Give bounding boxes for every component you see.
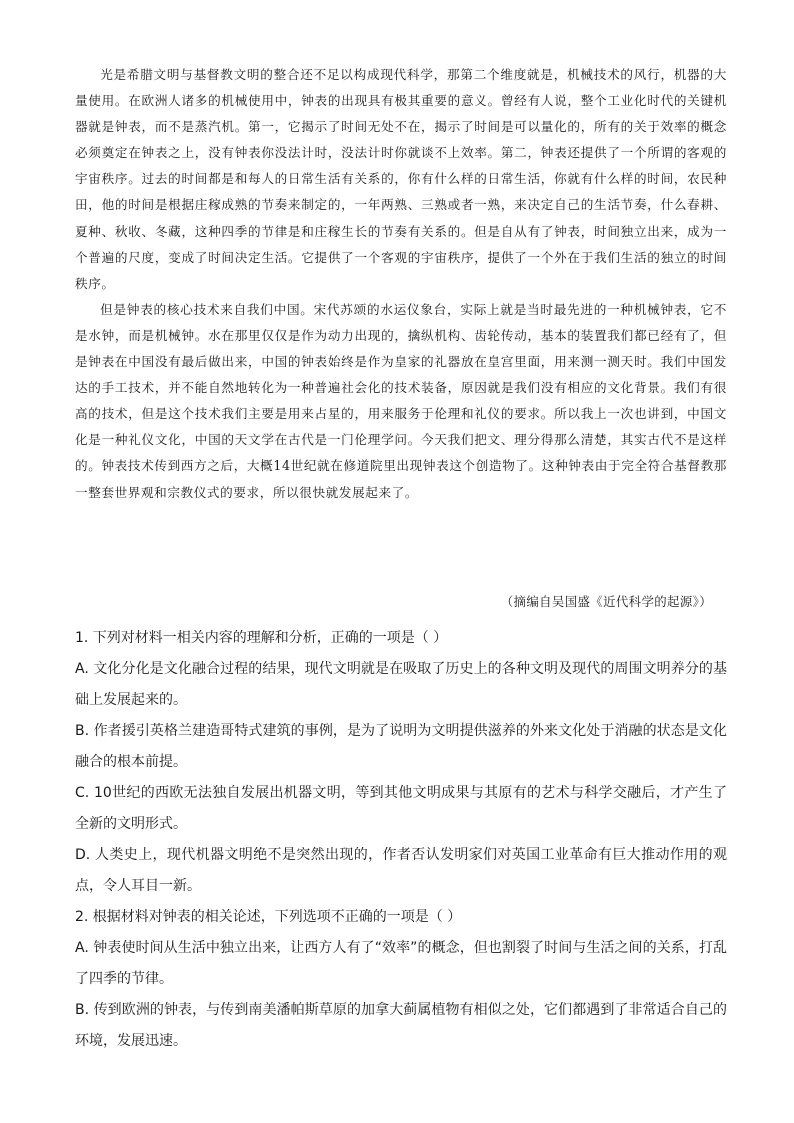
question-1-option-c: C. 10世纪的西欧无法独自发展出机器文明，等到其他文明成果与其原有的艺术与科学交融后，才产生了全新的文明形式。 xyxy=(75,785,727,832)
question-section xyxy=(75,623,727,1057)
passage-source: （摘编自吴国盛《近代科学的起源》） xyxy=(500,594,712,609)
passage-paragraph-1: 光是希腊文明与基督教文明的整合还不足以构成现代科学，那第二个维度就是，机械技术的风行，机器的大量使用。在欧洲人诸多的机械使用中，钟表的出现具有极其重要的意义。曾经有人说，整个工业化时代的关键机器就是钟表，而不是蒸汽机。第一，它揭示了时间无处不在，揭示了时间是可以量化的，所有的关于效率的概念必须奠定在钟表之上，没有钟表你没法计时，没法计时你就谈不上效率。第二，钟表还提供了一个所谓的客观的宇宙秩序。过去的时间都是和每人的日常生活有关系的，你有什么样的日常生活，你就有什么样的时间，农民种田，他的时间是根据庄稼成熟的节奏来制定的，一年两熟、三熟或者一熟，来决定自己的生活节奏，什么春耕、夏种、秋收、冬藏，这种四季的节律是和庄稼生长的节奏有关系的。但是自从有了钟表，时间独立出来，成为一个普遍的尺度，变成了时间决定生活。它提供了一个客观的宇宙秩序，提供了一个外在于我们生活的独立的时间秩序。 xyxy=(75,67,727,291)
question-2-option-b: B. 传到欧洲的钟表，与传到南美潘帕斯草原的加拿大蓟属植物有相似之处，它们都遇到了非常适合自己的环境，发展迅速。 xyxy=(75,1002,727,1049)
question-1-stem: 1. 下列对材料一相关内容的理解和分析，正确的一项是（ ） xyxy=(75,630,448,646)
reading-passage xyxy=(75,62,727,506)
passage-paragraph-2: 但是钟表的核心技术来自我们中国。宋代苏颂的水运仪象台，实际上就是当时最先进的一种机械钟表，它不是水钟，而是机械钟。水在那里仅仅是作为动力出现的，擒纵机构、齿轮传动，基本的装置我们都已经有了，但是钟表在中国没有最后做出来，中国的钟表始终是作为皇家的礼器放在皇宫里面，用来测一测天时。我们中国发达的手工技术，并不能自然地转化为一种普遍社会化的技术装备，原因就是我们没有相应的文化背景。我们有很高的技术，但是这个技术我们主要是用来占星的，用来服务于伦理和礼仪的要求。所以我上一次也讲到，中国文化是一种礼仪文化，中国的天文学在古代是一门伦理学问。今天我们把文、理分得那么清楚，其实古代不是这样的。钟表技术传到西方之后，大概14世纪就在修道院里出现钟表这个创造物了。这种钟表由于完全符合基督教那一整套世界观和宗教仪式的要求，所以很快就发展起来了。 xyxy=(75,301,727,500)
question-2-stem: 2. 根据材料对钟表的相关论述，下列选项不正确的一项是（ ） xyxy=(75,909,462,925)
question-1-option-d: D. 人类史上，现代机器文明绝不是突然出现的，作者否认发明家们对英国工业革命有巨大推动作用的观点，令人耳目一新。 xyxy=(75,847,727,894)
question-1-option-a: A. 文化分化是文化融合过程的结果，现代文明就是在吸取了历史上的各种文明及现代的周围文明养分的基础上发展起来的。 xyxy=(75,661,727,708)
question-2-option-a: A. 钟表使时间从生活中独立出来，让西方人有了“效率”的概念，但也割裂了时间与生活之间的关系，打乱了四季的节律。 xyxy=(75,940,727,987)
question-1-option-b: B. 作者援引英格兰建造哥特式建筑的事例，是为了说明为文明提供滋养的外来文化处于消融的状态是文化融合的根本前提。 xyxy=(75,723,727,770)
